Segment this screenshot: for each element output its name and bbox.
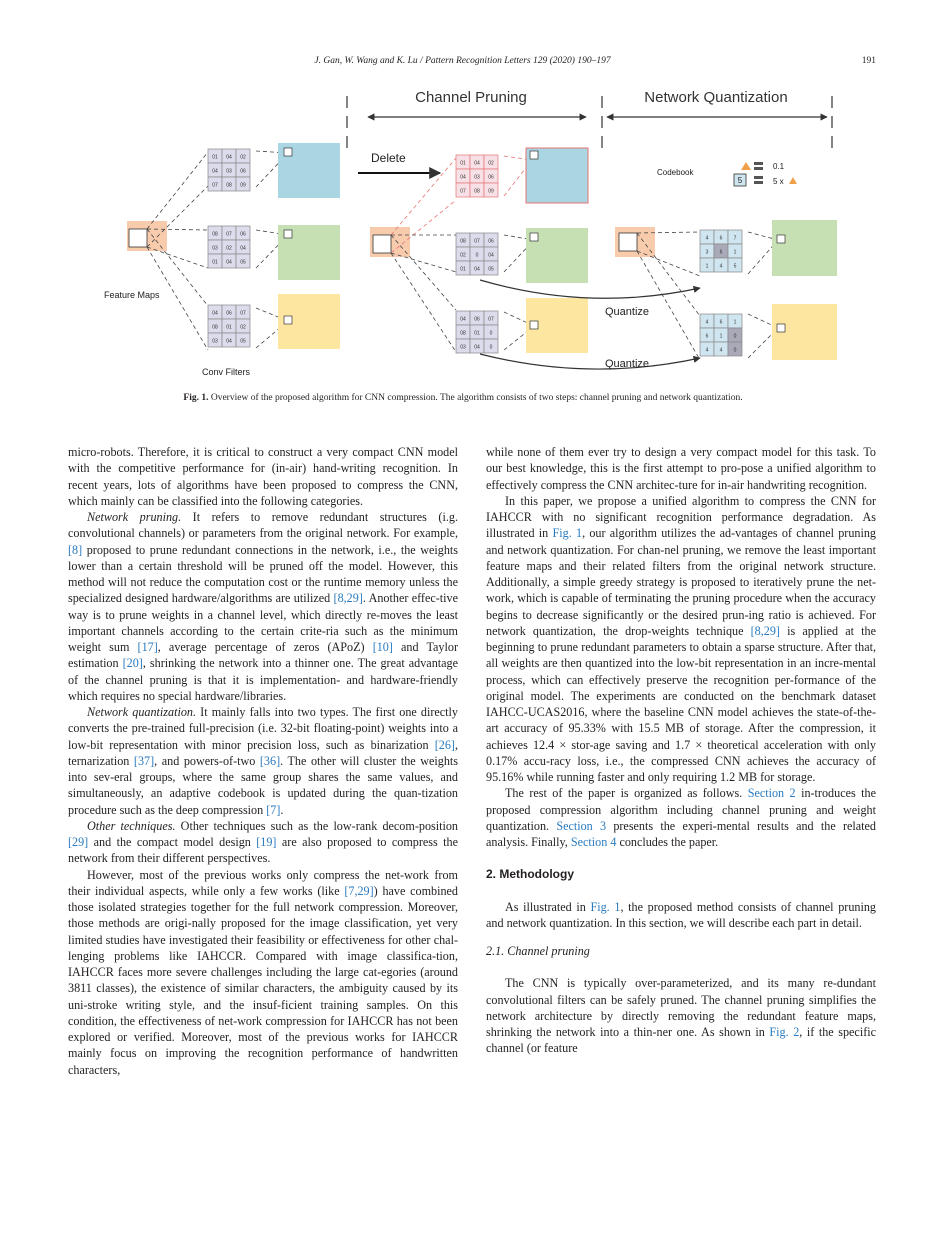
citation-link[interactable]: [8,29]: [750, 623, 780, 638]
citation-link[interactable]: [29]: [68, 835, 89, 849]
filter-cell-value: 06: [488, 174, 494, 181]
citation-link[interactable]: [37]: [133, 753, 155, 768]
pruned-filter-1: [456, 155, 498, 197]
filter-cell-value: 5: [733, 263, 737, 270]
filter-cell-value: 05: [488, 266, 494, 273]
filter-cell-value: 04: [226, 259, 232, 266]
citation-link[interactable]: [7]: [266, 802, 281, 817]
filter-cell-value: 6: [705, 333, 709, 340]
filter-cell-value: 1: [733, 249, 737, 256]
filter-cell-value: 07: [212, 182, 218, 189]
filter-cell-value: 07: [226, 231, 232, 238]
page-number: 191: [861, 56, 876, 66]
left-column: [68, 444, 458, 1078]
filter-cell-value: 06: [240, 231, 246, 238]
filter-cell-value: 0: [475, 252, 479, 259]
filter-cell-value: 08: [460, 238, 466, 245]
filter-cell-value: 02: [460, 252, 466, 259]
filter-cell-value: 1: [719, 333, 723, 340]
filter-cell-value: 04: [460, 316, 466, 323]
filter-cell-value: 05: [240, 338, 246, 345]
conv-filter-3: [208, 305, 250, 347]
paragraph: Network quantization. It mainly falls into two types. The first one directly converts the pre-trained full-precision (i.e. 32-bit floating-point) weights into a low-bit representation with minor precision loss, such as binarization [26], ternarization [37], and powers-of-two [36]. The other will cluster the weights into sev-eral groups, where the same group shares the same values, and simultaneously, an adaptive codebook is updated during the quan-tization procedure such as the deep compression [7].: [68, 705, 458, 817]
quantize-label-2: Quantize: [604, 358, 650, 370]
channel-pruning-label: Channel Pruning: [415, 89, 527, 106]
output-map-green-right: [772, 220, 837, 276]
caption-label: Fig. 1.: [183, 393, 209, 403]
filter-cell-value: 01: [212, 259, 218, 266]
filter-cell-value: 6: [719, 319, 723, 326]
filter-cell-value: 04: [212, 168, 218, 175]
codebook-row1-value: 0.1: [773, 162, 785, 171]
network-quantization-label: Network Quantization: [644, 89, 788, 106]
section-link[interactable]: Section 2: [747, 786, 796, 801]
feature-maps-label: Feature Maps: [104, 290, 160, 300]
filter-cell-value: 08: [474, 188, 480, 195]
citation-link[interactable]: [36]: [259, 753, 281, 768]
filter-cell-value: 04: [474, 266, 480, 273]
conv-filter-1: [208, 149, 250, 191]
filter-cell-value: 01: [460, 160, 466, 167]
filter-cell-value: 04: [240, 245, 246, 252]
quantize-arrow-1: [480, 280, 700, 298]
filter-cell-value: 04: [226, 338, 232, 345]
filter-cell-value: 4: [705, 319, 709, 326]
equals-icon: [754, 162, 763, 165]
caption-text: Overview of the proposed algorithm for CNN compression. The algorithm consists of two steps: channel pruning and network quantization.: [210, 393, 743, 403]
filter-cell-value: 06: [226, 310, 232, 317]
triangle-icon: [741, 162, 751, 170]
codebook-row2-value: 5 x: [773, 177, 784, 186]
filter-cell-value: 0: [489, 344, 493, 351]
filter-cell-value: 09: [488, 188, 494, 195]
running-header: [0, 56, 925, 72]
codebook-label: Codebook: [657, 168, 694, 177]
filter-cell-value: 04: [226, 154, 232, 161]
filter-cell-value: 04: [474, 344, 480, 351]
filter-cell-value: 08: [212, 324, 218, 331]
filter-cell-value: 4: [719, 347, 723, 354]
filter-cell-value: 6: [719, 235, 723, 242]
filter-cell-value: 02: [226, 245, 232, 252]
filter-cell-value: 04: [212, 310, 218, 317]
figure-caption: [68, 393, 858, 403]
triangle-icon: [789, 177, 797, 184]
pruned-filter-2: [456, 233, 498, 275]
filter-cell-value: 03: [474, 174, 480, 181]
filter-cell-value: 04: [474, 160, 480, 167]
citation-link[interactable]: [20]: [122, 656, 143, 671]
citation-link[interactable]: [26]: [434, 737, 455, 752]
subsection-heading: 2.1. Channel pruning: [486, 944, 590, 958]
right-column: [486, 444, 876, 1057]
paragraph: However, most of the previous works only compress the net-work from their individual aspects, while only a few works (like [7,29]) have combined those isolated strategies together for the full network compression. Moreover, those methods are origi-nally proposed for the image classification, yet very limited studies have investigated their feasibility or effectiveness for other chal-lenging problems like IAHCCR. Compared with image classifica-tion, IAHCCR faces more severe challenges including the large cat-egories (around 3811 classes), the existence of similar characters, the ambiguity caused by its uni-stroke writing style, and the insuf-ficient training samples. On this condition, the effectiveness of net-work compression for IAHCCR has not been explored or verified. Moreover, most of the previous works for IAHCCR mainly focus on improving the recognition performance of handwritten characters,: [68, 867, 458, 1077]
section-heading: 2. Methodology: [486, 867, 574, 882]
filter-cell-value: 1: [733, 319, 737, 326]
filter-cell-value: 0: [733, 333, 737, 340]
filter-cell-value: 03: [212, 245, 218, 252]
filter-cell-value: 07: [240, 310, 246, 317]
quantize-arrow-2: [480, 354, 700, 369]
filter-cell-value: 4: [719, 263, 723, 270]
filter-cell-value: 08: [460, 330, 466, 337]
filter-cell-value: 01: [474, 330, 480, 337]
filter-cell-value: 02: [240, 324, 246, 331]
running-title: J. Gan, W. Wang and K. Lu / Pattern Recognition Letters 129 (2020) 190–197: [314, 56, 611, 66]
citation-link[interactable]: [8,29]: [333, 591, 363, 606]
filter-cell-value: 04: [460, 174, 466, 181]
filter-cell-value: 04: [488, 252, 494, 259]
figure-link[interactable]: Fig. 1: [552, 526, 583, 541]
paragraph: micro-robots. Therefore, it is critical to construct a very compact CNN model with the competitive performance for (in-air) hand-writing recognition. In recent years, lots of algorithms have been proposed to compress the CNN, which mainly can be classified into the following categories.: [68, 445, 458, 508]
citation-link[interactable]: [19]: [256, 835, 277, 849]
citation-link[interactable]: [10]: [372, 640, 393, 654]
section-link[interactable]: Section 3: [556, 818, 607, 833]
delete-label: Delete: [371, 151, 406, 165]
conv-filter-2: [208, 226, 250, 268]
filter-cell-value: 01: [226, 324, 232, 331]
quantized-filter-1: [700, 230, 742, 272]
filter-cell-value: 1: [705, 263, 709, 270]
paragraph: Network pruning. It refers to remove redundant structures (i.g. convolutional channels) or parameters from the original network. For example, [8] proposed to prune redundant connections in the network, i.e., the weights lower than a certain threshold will be pruned off the model. However, this method will not reduce the computation cost or the runtime memory unless the specialized designed hardware/algorithms are utilized [8,29]. Another effec-tive way is to prune weights in a channel level, which directly re-moves the least important channels according to the certain crite-ria such as the minimum weight sum [17], average percentage of zeros (APoZ) [10] and Taylor estimation [20], shrinking the network into a thinner one. The great advantage of the channel pruning is that it is implementation- and hardware-friendly which requires no special hardware/libraries.: [68, 510, 459, 703]
filter-cell-value: 02: [488, 160, 494, 167]
filter-cell-value: 08: [226, 182, 232, 189]
filter-cell-value: 06: [488, 238, 494, 245]
figure-link[interactable]: Fig. 2: [769, 1025, 800, 1039]
filter-cell-value: 06: [474, 316, 480, 323]
quantized-filter-2: [700, 314, 742, 356]
filter-cell-value: 08: [212, 231, 218, 238]
filter-cell-value: 0: [489, 330, 493, 337]
paragraph: while none of them ever try to design a very compact model for this task. To our best knowledge, this is the first attempt to pro-pose a unified algorithm to effectively compress the CNN architec-ture for in-air handwriting recognition.: [486, 445, 876, 492]
filter-cell-value: 05: [240, 259, 246, 266]
filter-cell-value: 07: [474, 238, 480, 245]
paragraph: In this paper, we propose a unified algorithm to compress the CNN for IAHCCR with no significant recognition performance degradation. As illustrated in Fig. 1, our algorithm utilizes the ad-vantages of channel pruning and network quantization. For chan-nel pruning, we remove the least important feature maps and their related filters from the original network structure. Additionally, a simple greedy strategy is proposed to iteratively prune the net-work, which is capable of terminating the pruning procedure when the accuracy begins to decrease significantly or the desired prun-ing ratio is achieved. For network quantization, the drop-weights technique [8,29] is applied at the beginning to prune redundant parameters to obtain a sparse structure. After that, all weights are then quantized into the low-bit representation in an incre-mental process, which can effectively preserve the recognition per-formance of the original model. The experiments are conducted on the benchmark dataset IAHCC-UCAS2016, where the baseline CNN model achieves the state-of-the-art accuracy of 95.33% with 15.5 MB of storage. After the compression, it achieves 12.4 × stor-age saving and 1.7 × theoretical acceleration with only 0.17% accu-racy loss, i.e., the compressed CNN achieves the accuracy of 95.16% while running faster and only requiring 1.2 MB for storage.: [486, 493, 876, 784]
filter-cell-value: 3: [705, 249, 709, 256]
filter-cell-value: 03: [460, 344, 466, 351]
conv-filters-label: Conv Filters: [202, 367, 251, 377]
citation-link[interactable]: [8]: [68, 542, 83, 557]
filter-cell-value: 07: [488, 316, 494, 323]
paragraph: As illustrated in Fig. 1, the proposed method consists of channel pruning and network quantization. In this section, we will describe each part in detail.: [486, 899, 876, 930]
codebook-row2-key: 5: [737, 176, 743, 185]
filter-cell-value: 01: [460, 266, 466, 273]
filter-cell-value: 01: [212, 154, 218, 161]
filter-cell-value: 02: [240, 154, 246, 161]
filter-cell-value: 4: [705, 235, 709, 242]
paragraph: Other techniques. Other techniques such as the low-rank decom-position [29] and the compact model design [19] are also proposed to compress the network from their different perspectives.: [68, 818, 458, 866]
filter-cell-value: 03: [226, 168, 232, 175]
filter-cell-value: 06: [240, 168, 246, 175]
section-link[interactable]: Section 4: [570, 835, 617, 849]
figure-link[interactable]: Fig. 1: [590, 899, 621, 914]
figure-1: [60, 80, 865, 385]
paragraph: The rest of the paper is organized as follows. Section 2 in-troduces the proposed compression algorithm including channel pruning and weight quantization. Section 3 presents the experi-mental results and the related analysis. Finally, Section 4 concludes the paper.: [486, 786, 876, 849]
citation-link[interactable]: [17]: [137, 640, 158, 654]
filter-cell-value: 09: [240, 182, 246, 189]
quantize-label-1: Quantize: [604, 306, 650, 318]
pruned-filter-3: [456, 311, 498, 353]
filter-cell-value: 0: [733, 347, 737, 354]
filter-cell-value: 4: [705, 347, 709, 354]
filter-cell-value: 03: [212, 338, 218, 345]
filter-cell-value: 6: [719, 249, 723, 256]
filter-cell-value: 7: [733, 235, 737, 242]
filter-cell-value: 07: [460, 188, 466, 195]
citation-link[interactable]: [7,29]: [344, 883, 374, 898]
paragraph: The CNN is typically over-parameterized, and its many re-dundant convolutional filters can be safely pruned. The channel pruning simplifies the network architecture by directly removing the redundant feature maps, shrinking the network into a thin-ner one. As shown in Fig. 2, if the specific channel (or feature: [486, 976, 876, 1056]
